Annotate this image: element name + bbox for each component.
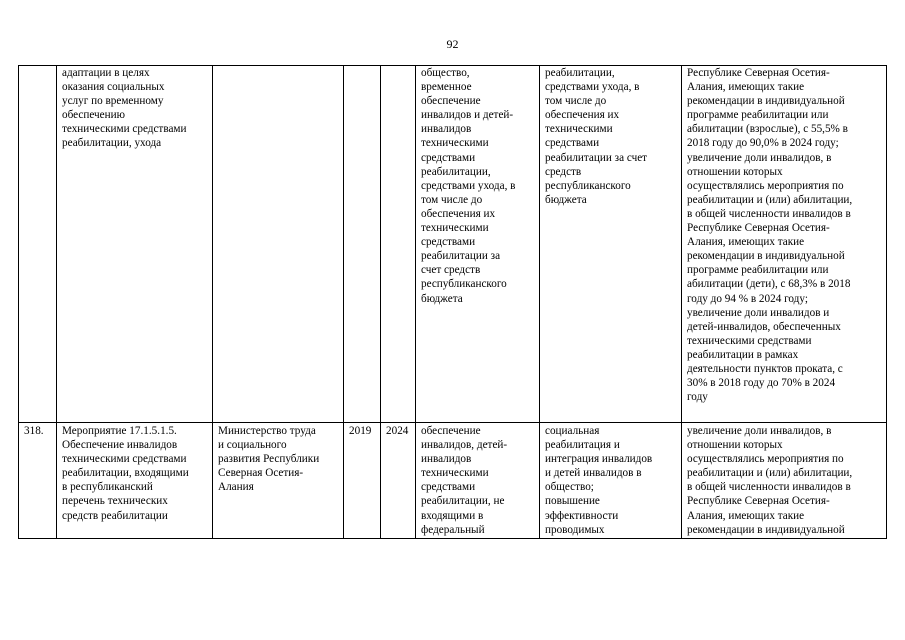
year-end-cell: 2024 xyxy=(381,423,416,539)
indicators-cell: увеличение доли инвалидов, в отношении которых осуществлялись мероприятия по реабилитации и (или) абилитации, в общей численности инвалидов в Республике Северная Осетия- Алания, имеющих такие рекомендации в индивидуальной xyxy=(682,423,887,539)
program-table xyxy=(18,65,887,539)
year-start-cell xyxy=(344,66,381,423)
indicators-cell: Республике Северная Осетия- Алания, имеющих такие рекомендации в индивидуальной программе реабилитации или абилитации (взрослые), с 55,5% в 2018 году до 90,0% в 2024 году; увеличение доли инвалидов, в отношении которых осуществлялись мероприятия по реабилитации и (или) абилитации, в общей численности инвалидов в Республике Северная Осетия- Алания, имеющих такие рекомендации в индивидуальной программе реабилитации или абилитации (дети), с 68,3% в 2018 году до 94 % в 2024 году; увеличение доли инвалидов и детей-инвалидов, обеспеченных техническими средствами реабилитации в рамках деятельности пунктов проката, с 30% в 2018 году до 70% в 2024 году xyxy=(682,66,887,423)
table-row xyxy=(19,423,887,539)
row-number-cell: 318. xyxy=(19,423,57,539)
page-number: 92 xyxy=(446,37,459,51)
result-cell: обеспечение инвалидов, детей- инвалидов техническими средствами реабилитации, не входящими в федеральный xyxy=(416,423,540,539)
event-cell: Мероприятие 17.1.5.1.5. Обеспечение инвалидов техническими средствами реабилитации, входящими в республиканский перечень технических средств реабилитации xyxy=(57,423,213,539)
table-row xyxy=(19,66,887,423)
executor-cell xyxy=(213,66,344,423)
row-number-cell xyxy=(19,66,57,423)
event-cell: адаптации в целях оказания социальных услуг по временному обеспечению техническими средствами реабилитации, ухода xyxy=(57,66,213,423)
year-end-cell xyxy=(381,66,416,423)
executor-cell: Министерство труда и социального развития Республики Северная Осетия- Алания xyxy=(213,423,344,539)
direction-cell: социальная реабилитация и интеграция инвалидов и детей инвалидов в общество; повышение эффективности проводимых xyxy=(540,423,682,539)
year-start-cell: 2019 xyxy=(344,423,381,539)
result-cell: общество, временное обеспечение инвалидов и детей- инвалидов техническими средствами реабилитации, средствами ухода, в том числе до обеспечения их техническими средствами реабилитации за счет средств республиканского бюджета xyxy=(416,66,540,423)
direction-cell: реабилитации, средствами ухода, в том числе до обеспечения их техническими средствами реабилитации за счет средств республиканского бюджета xyxy=(540,66,682,423)
